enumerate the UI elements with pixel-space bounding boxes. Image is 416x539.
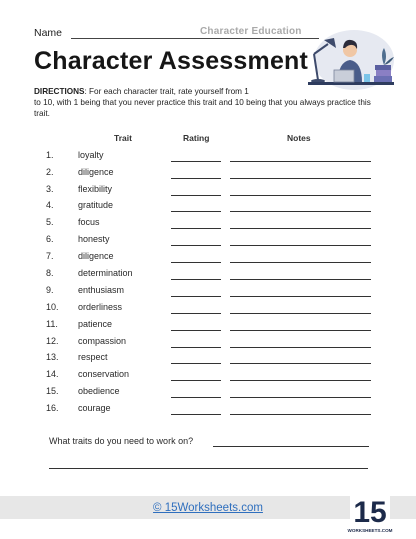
- trait-name: compassion: [78, 336, 127, 346]
- answer-line-2[interactable]: [49, 468, 368, 469]
- rating-line[interactable]: [171, 178, 221, 179]
- work-on-question: What traits do you need to work on?: [49, 436, 194, 446]
- rating-line[interactable]: [171, 313, 221, 314]
- trait-name: diligence: [78, 167, 114, 177]
- table-row: [0, 150, 416, 167]
- trait-name: honesty: [78, 234, 110, 244]
- notes-line[interactable]: [230, 262, 371, 263]
- table-row: [0, 184, 416, 201]
- table-row: [0, 352, 416, 369]
- rating-line[interactable]: [171, 347, 221, 348]
- rating-line[interactable]: [171, 161, 221, 162]
- column-header-notes: Notes: [287, 133, 311, 143]
- trait-name: loyalty: [78, 150, 104, 160]
- notes-line[interactable]: [230, 195, 371, 196]
- notes-line[interactable]: [230, 161, 371, 162]
- rating-line[interactable]: [171, 330, 221, 331]
- rating-line[interactable]: [171, 397, 221, 398]
- row-number: 10.: [46, 302, 59, 312]
- person-at-desk-illustration: [304, 24, 396, 96]
- directions-lead: DIRECTIONS: [34, 87, 85, 96]
- notes-line[interactable]: [230, 279, 371, 280]
- trait-name: respect: [78, 352, 108, 362]
- row-number: 1.: [46, 150, 54, 160]
- rating-line[interactable]: [171, 211, 221, 212]
- row-number: 7.: [46, 251, 54, 261]
- row-number: 13.: [46, 352, 59, 362]
- notes-line[interactable]: [230, 296, 371, 297]
- row-number: 3.: [46, 184, 54, 194]
- table-row: [0, 234, 416, 251]
- name-label: Name: [34, 27, 63, 39]
- subject-label: Character Education: [200, 26, 302, 37]
- table-row: [0, 336, 416, 353]
- notes-line[interactable]: [230, 228, 371, 229]
- table-row: [0, 403, 416, 420]
- table-row: [0, 302, 416, 319]
- trait-name: enthusiasm: [78, 285, 125, 295]
- trait-name: diligence: [78, 251, 114, 261]
- table-row: [0, 200, 416, 217]
- notes-line[interactable]: [230, 178, 371, 179]
- rating-line[interactable]: [171, 195, 221, 196]
- table-row: [0, 251, 416, 268]
- rating-line[interactable]: [171, 414, 221, 415]
- trait-name: conservation: [78, 369, 130, 379]
- notes-line[interactable]: [230, 414, 371, 415]
- notes-line[interactable]: [230, 347, 371, 348]
- copyright-link[interactable]: © 15Worksheets.com: [153, 502, 263, 514]
- trait-name: orderliness: [78, 302, 123, 312]
- trait-name: gratitude: [78, 200, 114, 210]
- table-row: [0, 167, 416, 184]
- trait-name: obedience: [78, 386, 120, 396]
- directions-line-1: [34, 86, 306, 97]
- trait-name: courage: [78, 403, 111, 413]
- table-row: [0, 369, 416, 386]
- trait-name: focus: [78, 217, 100, 227]
- table-row: [0, 386, 416, 403]
- table-row: [0, 268, 416, 285]
- rating-line[interactable]: [171, 245, 221, 246]
- table-row: [0, 319, 416, 336]
- row-number: 14.: [46, 369, 59, 379]
- rating-line[interactable]: [171, 363, 221, 364]
- directions-text: : For each character trait, rate yourself from 1: [84, 87, 249, 96]
- notes-line[interactable]: [230, 397, 371, 398]
- notes-line[interactable]: [230, 330, 371, 331]
- row-number: 11.: [46, 319, 58, 329]
- name-field-line[interactable]: [71, 38, 319, 39]
- rating-line[interactable]: [171, 228, 221, 229]
- page-title: Character Assessment: [34, 47, 309, 75]
- rating-line[interactable]: [171, 380, 221, 381]
- row-number: 16.: [46, 403, 59, 413]
- logo-word: WORKSHEETS.COM: [347, 528, 393, 533]
- table-row: [0, 285, 416, 302]
- column-header-trait: Trait: [114, 133, 132, 143]
- table-row: [0, 217, 416, 234]
- trait-name: determination: [78, 268, 133, 278]
- notes-line[interactable]: [230, 211, 371, 212]
- row-number: 5.: [46, 217, 54, 227]
- notes-line[interactable]: [230, 313, 371, 314]
- notes-line[interactable]: [230, 380, 371, 381]
- rating-line[interactable]: [171, 296, 221, 297]
- row-number: 9.: [46, 285, 54, 295]
- rating-line[interactable]: [171, 279, 221, 280]
- answer-line-1[interactable]: [213, 446, 369, 447]
- column-header-rating: Rating: [183, 133, 210, 143]
- row-number: 2.: [46, 167, 54, 177]
- notes-line[interactable]: [230, 245, 371, 246]
- 15worksheets-logo: [347, 492, 393, 536]
- row-number: 4.: [46, 200, 54, 210]
- logo-number: 15: [353, 496, 387, 529]
- trait-name: patience: [78, 319, 113, 329]
- row-number: 6.: [46, 234, 54, 244]
- directions-line-2: to 10, with 1 being that you never practice this trait and 10 being that you always practice this trait.: [34, 98, 371, 118]
- row-number: 12.: [46, 336, 59, 346]
- rating-line[interactable]: [171, 262, 221, 263]
- notes-line[interactable]: [230, 363, 371, 364]
- row-number: 8.: [46, 268, 54, 278]
- trait-name: flexibility: [78, 184, 113, 194]
- row-number: 15.: [46, 386, 59, 396]
